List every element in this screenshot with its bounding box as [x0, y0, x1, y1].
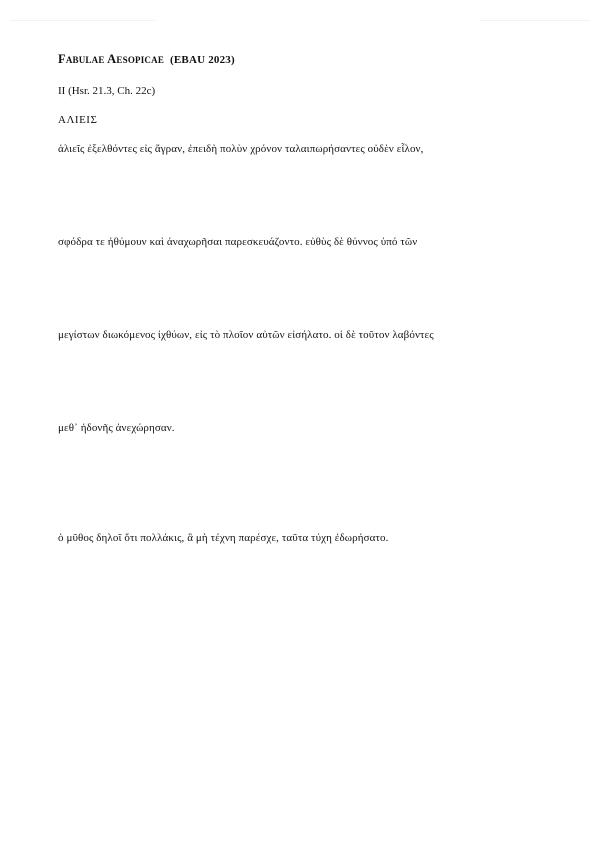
moral-line: ὁ μῦθος δηλοῖ ὅτι πολλάκις, ἃ μὴ τέχνη παρέσχε, ταῦτα τύχη ἐδωρήσατο.: [58, 532, 389, 544]
fable-reference: II (Hsr. 21.3, Ch. 22c): [58, 85, 156, 97]
document-title: [58, 52, 235, 67]
title-text: Fabulae Aesopicae: [58, 52, 165, 66]
fable-heading: ΑΛΙΕΙΣ: [58, 114, 98, 126]
text-line: σφόδρα τε ἠθύμουν καὶ ἀναχωρῆσαι παρεσκευάζοντο. εὐθὺς δὲ θύννος ὑπό τῶν: [58, 236, 418, 248]
page-top-divider: [480, 0, 590, 21]
text-line: ἁλιεῖς ἐξελθόντες εἰς ἄγραν, ἐπειδὴ πολὺν χρόνον ταλαιπωρήσαντες οὐδὲν εἷλον,: [58, 143, 424, 155]
page-top-divider: [10, 0, 155, 21]
text-line: μεθ᾽ ἡδονῆς ἀνεχώρησαν.: [58, 422, 175, 434]
title-suffix: (EBAU 2023): [170, 54, 235, 66]
text-line: μεγίστων διωκόμενος ἰχθύων, εἰς τὸ πλοῖον αὐτῶν εἰσήλατο. οἱ δὲ τοῦτον λαβόντες: [58, 329, 434, 341]
